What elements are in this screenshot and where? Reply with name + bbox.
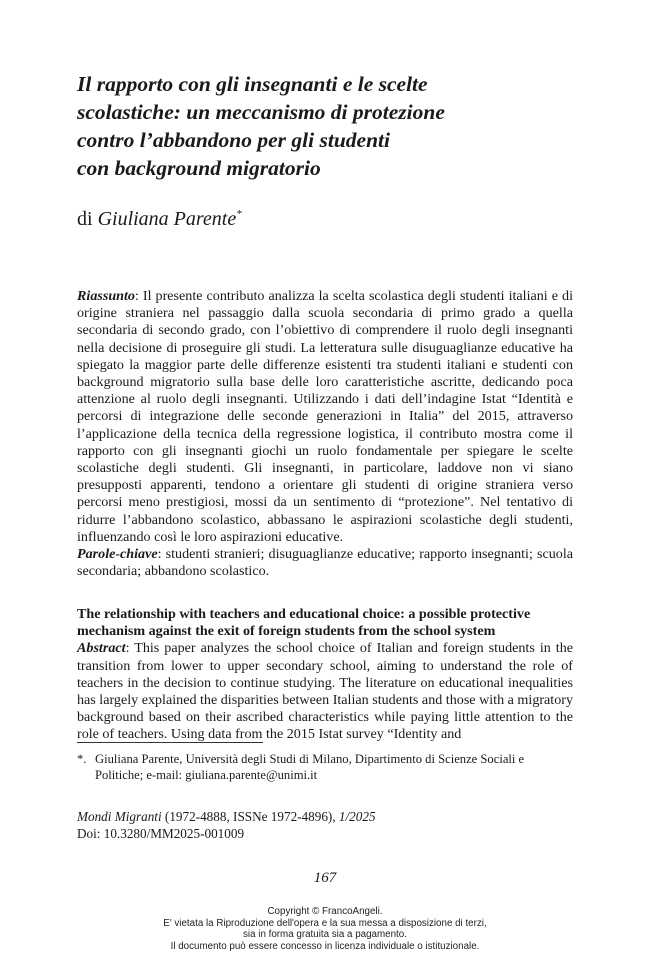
copyright-line: E' vietata la Riproduzione dell'opera e la sua messa a disposizione di terzi, xyxy=(163,917,487,929)
parole-chiave-label: Parole-chiave xyxy=(77,546,158,562)
copyright-line: Il documento può essere concesso in licenza individuale o istituzionale. xyxy=(170,940,480,952)
footnote-text: Giuliana Parente, Università degli Studi di Milano, Dipartimento di Scienze Sociali e Politiche; e-mail: giuliana.parente@unimi.it xyxy=(95,752,525,782)
author-name: Giuliana Parente xyxy=(97,208,237,230)
article-title xyxy=(77,70,597,182)
author-prefix: di xyxy=(77,208,93,230)
journal-doi: Doi: 10.3280/MM2025-001009 xyxy=(77,825,245,841)
journal-issue: 1/2025 xyxy=(338,809,376,824)
copyright-line: sia in forma gratuita sia a pagamento. xyxy=(243,929,407,941)
article-title-line: contro l’abbandono per gli studenti xyxy=(77,128,390,152)
abstract-text: : This paper analyzes the school choice of Italian and foreign students in the transition from lower to upper secondary school, aiming to understand the role of teachers in the decision to continue studying. The literature on educational inequalities has largely explained the disparities between Italian students and those with a migratory background based on their ascribed characteristics while paying little attention to the role of teachers. Using data from the 2015 Istat survey “Identity and xyxy=(77,640,574,743)
journal-info xyxy=(77,809,376,842)
parole-chiave-text: : studenti stranieri; disuguaglianze educative; rapporto insegnanti; scuola secondaria; abbandono scolastico. xyxy=(77,546,573,580)
copyright-notice xyxy=(0,906,650,952)
author-footnote-marker: * xyxy=(236,208,242,220)
author-line xyxy=(77,202,242,231)
article-title-line: con background migratorio xyxy=(77,156,321,180)
parole-chiave-paragraph xyxy=(77,546,573,580)
copyright-line: Copyright © FrancoAngeli. xyxy=(267,906,383,917)
english-section xyxy=(77,606,573,744)
abstract-label: Abstract xyxy=(77,640,126,657)
english-title: The relationship with teachers and educational choice: a possible protective mechanism against the exit of foreign students from the school system xyxy=(77,606,531,640)
journal-issn: (1972-4888, ISSNe 1972-4896), xyxy=(161,809,339,824)
footnote-divider xyxy=(77,742,263,743)
riassunto-text: : Il presente contributo analizza la scelta scolastica degli studenti italiani e di origine straniera nel passaggio dalla scuola secondaria di primo grado a quella secondaria di secondo grado, con l’obiettivo di comprendere il ruolo degli insegnanti nella decisione di proseguire gli studi. La letteratura sulle disuguaglianze educative ha spiegato la maggior parte delle differenze esistenti tra studenti italiani e studenti con background migratorio sulla base delle loro caratteristiche ascritte, dedicando poca attenzione al ruolo degli insegnanti. Utilizzando i dati dell’indagine Istat “Identità e percorsi di integrazione delle seconde generazioni in Italia” del 2015, attraverso l’applicazione della tecnica della regressione logistica, il contributo mostra come il rapporto con gli insegnanti giochi un ruolo fondamentale per spiegare le scelte scolastiche degli studenti. Gli insegnanti, in particolare, laddove non vi siano presupposti apparenti, tendono a orientare gli studenti di origine straniera verso percorsi meno prestigiosi, mossi da un sentimento di “protezione”. Nel tentativo di ridurre l’abbandono scolastico, abbassano le aspirazioni scolastiche degli studenti, influenzando così le loro aspirazioni educative. xyxy=(77,288,573,545)
article-title-line: Il rapporto con gli insegnanti e le scelte xyxy=(77,72,428,96)
footnote xyxy=(77,751,573,783)
footnote-marker: *. xyxy=(77,752,87,766)
journal-name: Mondi Migranti xyxy=(77,809,162,824)
page-number: 167 xyxy=(313,870,337,886)
riassunto-paragraph xyxy=(77,288,573,546)
riassunto-label: Riassunto xyxy=(77,288,135,304)
article-title-line: scolastiche: un meccanismo di protezione xyxy=(77,100,445,124)
english-abstract-paragraph xyxy=(77,640,573,743)
journal-citation xyxy=(77,809,376,826)
